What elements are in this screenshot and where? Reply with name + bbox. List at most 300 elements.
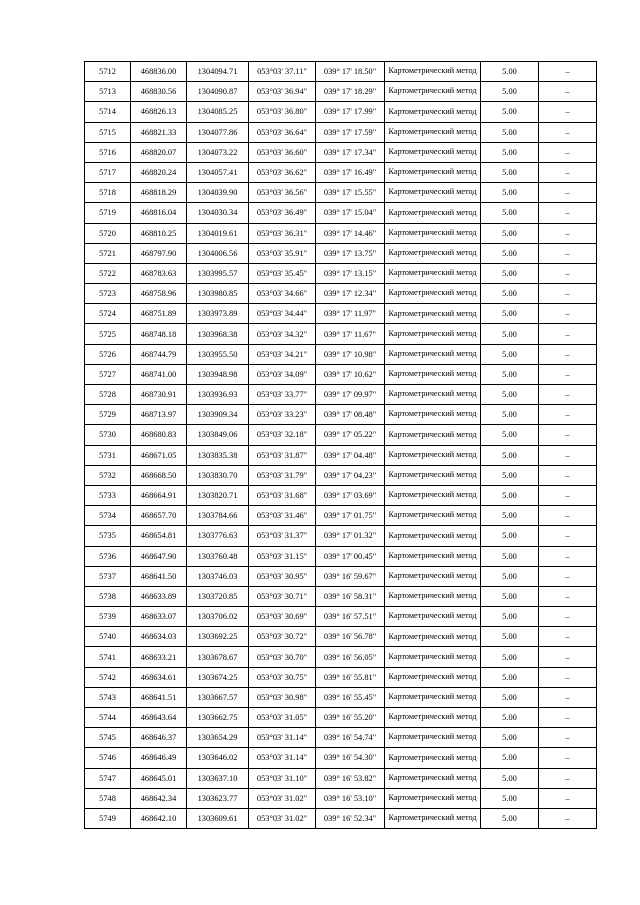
longitude-cell: 039° 17' 15.55" [316,183,385,203]
table-row [85,445,597,465]
x-coordinate-cell: 468633.89 [131,586,187,606]
x-coordinate-cell: 468642.10 [131,808,187,828]
note-cell: – [539,728,597,748]
note-cell: – [539,284,597,304]
x-coordinate-cell: 468783.63 [131,263,187,283]
x-coordinate-cell: 468680.83 [131,425,187,445]
precision-cell: 5.00 [481,748,539,768]
longitude-cell: 039° 17' 01.75" [316,506,385,526]
latitude-cell: 053°03' 37.11" [249,62,316,82]
x-coordinate-cell: 468645.01 [131,768,187,788]
note-cell: – [539,768,597,788]
longitude-cell: 039° 16' 59.67" [316,566,385,586]
method-cell: Картометрический метод [385,183,481,203]
latitude-cell: 053°03' 31.05" [249,708,316,728]
longitude-cell: 039° 16' 57.51" [316,607,385,627]
table-row [85,687,597,707]
latitude-cell: 053°03' 36.49" [249,203,316,223]
note-cell: – [539,324,597,344]
x-coordinate-cell: 468741.00 [131,364,187,384]
longitude-cell: 039° 17' 10.62" [316,364,385,384]
method-cell: Картометрический метод [385,425,481,445]
note-cell: – [539,82,597,102]
point-number-cell: 5713 [85,82,131,102]
method-cell: Картометрический метод [385,607,481,627]
precision-cell: 5.00 [481,627,539,647]
method-cell: Картометрический метод [385,405,481,425]
latitude-cell: 053°03' 31.10" [249,768,316,788]
point-number-cell: 5742 [85,667,131,687]
precision-cell: 5.00 [481,344,539,364]
longitude-cell: 039° 16' 53.10" [316,788,385,808]
precision-cell: 5.00 [481,687,539,707]
x-coordinate-cell: 468748.18 [131,324,187,344]
longitude-cell: 039° 17' 18.50" [316,62,385,82]
y-coordinate-cell: 1303720.85 [187,586,249,606]
precision-cell: 5.00 [481,263,539,283]
table-row [85,62,597,82]
method-cell: Картометрический метод [385,263,481,283]
x-coordinate-cell: 468642.34 [131,788,187,808]
longitude-cell: 039° 16' 54.30" [316,748,385,768]
y-coordinate-cell: 1303955.50 [187,344,249,364]
x-coordinate-cell: 468643.64 [131,708,187,728]
coordinates-table [84,61,597,829]
precision-cell: 5.00 [481,708,539,728]
note-cell: – [539,485,597,505]
y-coordinate-cell: 1304057.41 [187,162,249,182]
precision-cell: 5.00 [481,667,539,687]
longitude-cell: 039° 17' 11.97" [316,304,385,324]
latitude-cell: 053°03' 30.95" [249,566,316,586]
point-number-cell: 5717 [85,162,131,182]
table-row [85,162,597,182]
longitude-cell: 039° 16' 55.81" [316,667,385,687]
point-number-cell: 5748 [85,788,131,808]
y-coordinate-cell: 1303776.63 [187,526,249,546]
note-cell: – [539,506,597,526]
precision-cell: 5.00 [481,223,539,243]
latitude-cell: 053°03' 30.70" [249,647,316,667]
table-row [85,586,597,606]
precision-cell: 5.00 [481,506,539,526]
table-row [85,263,597,283]
note-cell: – [539,243,597,263]
precision-cell: 5.00 [481,405,539,425]
method-cell: Картометрический метод [385,788,481,808]
latitude-cell: 053°03' 30.98" [249,687,316,707]
longitude-cell: 039° 17' 14.46" [316,223,385,243]
y-coordinate-cell: 1303980.85 [187,284,249,304]
method-cell: Картометрический метод [385,142,481,162]
note-cell: – [539,344,597,364]
longitude-cell: 039° 16' 52.34" [316,808,385,828]
y-coordinate-cell: 1304019.61 [187,223,249,243]
note-cell: – [539,62,597,82]
y-coordinate-cell: 1303948.98 [187,364,249,384]
y-coordinate-cell: 1304085.25 [187,102,249,122]
latitude-cell: 053°03' 30.75" [249,667,316,687]
table-row [85,647,597,667]
method-cell: Картометрический метод [385,485,481,505]
precision-cell: 5.00 [481,566,539,586]
y-coordinate-cell: 1303835.38 [187,445,249,465]
point-number-cell: 5715 [85,122,131,142]
table-row [85,405,597,425]
method-cell: Картометрический метод [385,708,481,728]
precision-cell: 5.00 [481,586,539,606]
table-row [85,546,597,566]
table-row [85,122,597,142]
x-coordinate-cell: 468744.79 [131,344,187,364]
table-row [85,485,597,505]
point-number-cell: 5720 [85,223,131,243]
table-row [85,808,597,828]
table-row [85,304,597,324]
y-coordinate-cell: 1304030.34 [187,203,249,223]
precision-cell: 5.00 [481,102,539,122]
x-coordinate-cell: 468751.89 [131,304,187,324]
precision-cell: 5.00 [481,647,539,667]
longitude-cell: 039° 17' 17.34" [316,142,385,162]
y-coordinate-cell: 1304039.90 [187,183,249,203]
point-number-cell: 5732 [85,465,131,485]
x-coordinate-cell: 468646.37 [131,728,187,748]
x-coordinate-cell: 468633.07 [131,607,187,627]
y-coordinate-cell: 1303623.77 [187,788,249,808]
table-row [85,344,597,364]
table-row [85,82,597,102]
precision-cell: 5.00 [481,526,539,546]
y-coordinate-cell: 1303637.10 [187,768,249,788]
point-number-cell: 5737 [85,566,131,586]
point-number-cell: 5725 [85,324,131,344]
method-cell: Картометрический метод [385,122,481,142]
method-cell: Картометрический метод [385,526,481,546]
table-row [85,748,597,768]
latitude-cell: 053°03' 36.94" [249,82,316,102]
y-coordinate-cell: 1303830.70 [187,465,249,485]
x-coordinate-cell: 468810.25 [131,223,187,243]
note-cell: – [539,627,597,647]
precision-cell: 5.00 [481,62,539,82]
y-coordinate-cell: 1303849.06 [187,425,249,445]
latitude-cell: 053°03' 35.91" [249,243,316,263]
x-coordinate-cell: 468641.50 [131,566,187,586]
method-cell: Картометрический метод [385,304,481,324]
method-cell: Картометрический метод [385,243,481,263]
method-cell: Картометрический метод [385,385,481,405]
table-row [85,364,597,384]
x-coordinate-cell: 468633.21 [131,647,187,667]
point-number-cell: 5745 [85,728,131,748]
note-cell: – [539,546,597,566]
latitude-cell: 053°03' 31.46" [249,506,316,526]
point-number-cell: 5735 [85,526,131,546]
precision-cell: 5.00 [481,122,539,142]
y-coordinate-cell: 1303746.03 [187,566,249,586]
precision-cell: 5.00 [481,465,539,485]
precision-cell: 5.00 [481,808,539,828]
point-number-cell: 5719 [85,203,131,223]
y-coordinate-cell: 1303646.02 [187,748,249,768]
method-cell: Картометрический метод [385,102,481,122]
longitude-cell: 039° 17' 16.49" [316,162,385,182]
precision-cell: 5.00 [481,304,539,324]
x-coordinate-cell: 468634.03 [131,627,187,647]
latitude-cell: 053°03' 30.72" [249,627,316,647]
latitude-cell: 053°03' 36.56" [249,183,316,203]
latitude-cell: 053°03' 30.69" [249,607,316,627]
point-number-cell: 5723 [85,284,131,304]
method-cell: Картометрический метод [385,82,481,102]
x-coordinate-cell: 468634.61 [131,667,187,687]
note-cell: – [539,647,597,667]
x-coordinate-cell: 468821.33 [131,122,187,142]
note-cell: – [539,788,597,808]
precision-cell: 5.00 [481,607,539,627]
x-coordinate-cell: 468671.05 [131,445,187,465]
note-cell: – [539,162,597,182]
table-row [85,203,597,223]
longitude-cell: 039° 16' 55.20" [316,708,385,728]
latitude-cell: 053°03' 31.37" [249,526,316,546]
x-coordinate-cell: 468654.81 [131,526,187,546]
precision-cell: 5.00 [481,485,539,505]
method-cell: Картометрический метод [385,344,481,364]
note-cell: – [539,405,597,425]
longitude-cell: 039° 17' 10.98" [316,344,385,364]
longitude-cell: 039° 17' 04.48" [316,445,385,465]
longitude-cell: 039° 17' 04.23" [316,465,385,485]
method-cell: Картометрический метод [385,445,481,465]
table-row [85,526,597,546]
precision-cell: 5.00 [481,364,539,384]
precision-cell: 5.00 [481,546,539,566]
longitude-cell: 039° 17' 01.32" [316,526,385,546]
method-cell: Картометрический метод [385,566,481,586]
latitude-cell: 053°03' 31.68" [249,485,316,505]
y-coordinate-cell: 1303692.25 [187,627,249,647]
note-cell: – [539,304,597,324]
table-row [85,708,597,728]
x-coordinate-cell: 468830.56 [131,82,187,102]
precision-cell: 5.00 [481,82,539,102]
x-coordinate-cell: 468713.97 [131,405,187,425]
latitude-cell: 053°03' 36.31" [249,223,316,243]
longitude-cell: 039° 17' 00.45" [316,546,385,566]
note-cell: – [539,385,597,405]
table-body [85,62,597,829]
latitude-cell: 053°03' 34.44" [249,304,316,324]
point-number-cell: 5718 [85,183,131,203]
y-coordinate-cell: 1303662.75 [187,708,249,728]
longitude-cell: 039° 17' 12.34" [316,284,385,304]
point-number-cell: 5726 [85,344,131,364]
point-number-cell: 5727 [85,364,131,384]
x-coordinate-cell: 468668.50 [131,465,187,485]
method-cell: Картометрический метод [385,647,481,667]
longitude-cell: 039° 16' 58.31" [316,586,385,606]
method-cell: Картометрический метод [385,667,481,687]
longitude-cell: 039° 17' 18.29" [316,82,385,102]
precision-cell: 5.00 [481,324,539,344]
longitude-cell: 039° 17' 03.69" [316,485,385,505]
method-cell: Картометрический метод [385,284,481,304]
latitude-cell: 053°03' 34.32" [249,324,316,344]
longitude-cell: 039° 17' 11.67" [316,324,385,344]
point-number-cell: 5722 [85,263,131,283]
table-row [85,142,597,162]
note-cell: – [539,526,597,546]
y-coordinate-cell: 1304077.86 [187,122,249,142]
table-row [85,223,597,243]
method-cell: Картометрический метод [385,586,481,606]
note-cell: – [539,465,597,485]
longitude-cell: 039° 16' 55.45" [316,687,385,707]
note-cell: – [539,183,597,203]
method-cell: Картометрический метод [385,546,481,566]
x-coordinate-cell: 468818.29 [131,183,187,203]
x-coordinate-cell: 468664.91 [131,485,187,505]
table-row [85,284,597,304]
latitude-cell: 053°03' 34.09" [249,364,316,384]
table-row [85,465,597,485]
point-number-cell: 5744 [85,708,131,728]
note-cell: – [539,203,597,223]
point-number-cell: 5716 [85,142,131,162]
longitude-cell: 039° 17' 05.22" [316,425,385,445]
table-row [85,768,597,788]
latitude-cell: 053°03' 36.80" [249,102,316,122]
precision-cell: 5.00 [481,445,539,465]
y-coordinate-cell: 1303936.93 [187,385,249,405]
point-number-cell: 5743 [85,687,131,707]
point-number-cell: 5728 [85,385,131,405]
y-coordinate-cell: 1304090.87 [187,82,249,102]
method-cell: Картометрический метод [385,728,481,748]
table-row [85,243,597,263]
table-row [85,607,597,627]
x-coordinate-cell: 468826.13 [131,102,187,122]
latitude-cell: 053°03' 36.62" [249,162,316,182]
x-coordinate-cell: 468820.07 [131,142,187,162]
note-cell: – [539,687,597,707]
precision-cell: 5.00 [481,162,539,182]
latitude-cell: 053°03' 31.14" [249,728,316,748]
note-cell: – [539,708,597,728]
method-cell: Картометрический метод [385,324,481,344]
table-row [85,183,597,203]
longitude-cell: 039° 16' 53.82" [316,768,385,788]
x-coordinate-cell: 468646.49 [131,748,187,768]
table-row [85,667,597,687]
point-number-cell: 5730 [85,425,131,445]
longitude-cell: 039° 16' 56.05" [316,647,385,667]
y-coordinate-cell: 1303678.67 [187,647,249,667]
note-cell: – [539,142,597,162]
method-cell: Картометрический метод [385,768,481,788]
point-number-cell: 5724 [85,304,131,324]
y-coordinate-cell: 1303654.29 [187,728,249,748]
precision-cell: 5.00 [481,385,539,405]
method-cell: Картометрический метод [385,203,481,223]
method-cell: Картометрический метод [385,62,481,82]
y-coordinate-cell: 1304073.22 [187,142,249,162]
note-cell: – [539,223,597,243]
point-number-cell: 5739 [85,607,131,627]
y-coordinate-cell: 1303968.38 [187,324,249,344]
y-coordinate-cell: 1303760.48 [187,546,249,566]
x-coordinate-cell: 468816.04 [131,203,187,223]
method-cell: Картометрический метод [385,687,481,707]
y-coordinate-cell: 1303609.61 [187,808,249,828]
latitude-cell: 053°03' 34.21" [249,344,316,364]
latitude-cell: 053°03' 33.23" [249,405,316,425]
point-number-cell: 5731 [85,445,131,465]
note-cell: – [539,364,597,384]
note-cell: – [539,425,597,445]
point-number-cell: 5747 [85,768,131,788]
table-row [85,788,597,808]
latitude-cell: 053°03' 31.79" [249,465,316,485]
point-number-cell: 5721 [85,243,131,263]
precision-cell: 5.00 [481,183,539,203]
longitude-cell: 039° 17' 13.15" [316,263,385,283]
method-cell: Картометрический метод [385,162,481,182]
point-number-cell: 5736 [85,546,131,566]
y-coordinate-cell: 1303674.25 [187,667,249,687]
latitude-cell: 053°03' 36.60" [249,142,316,162]
table-row [85,385,597,405]
precision-cell: 5.00 [481,728,539,748]
point-number-cell: 5733 [85,485,131,505]
latitude-cell: 053°03' 33.77" [249,385,316,405]
table-row [85,728,597,748]
table-row [85,425,597,445]
precision-cell: 5.00 [481,768,539,788]
longitude-cell: 039° 17' 15.04" [316,203,385,223]
precision-cell: 5.00 [481,284,539,304]
note-cell: – [539,808,597,828]
precision-cell: 5.00 [481,142,539,162]
y-coordinate-cell: 1304006.56 [187,243,249,263]
precision-cell: 5.00 [481,425,539,445]
point-number-cell: 5712 [85,62,131,82]
longitude-cell: 039° 17' 08.48" [316,405,385,425]
table-row [85,627,597,647]
y-coordinate-cell: 1303667.57 [187,687,249,707]
x-coordinate-cell: 468641.51 [131,687,187,707]
point-number-cell: 5714 [85,102,131,122]
latitude-cell: 053°03' 30.71" [249,586,316,606]
note-cell: – [539,748,597,768]
x-coordinate-cell: 468647.90 [131,546,187,566]
method-cell: Картометрический метод [385,808,481,828]
point-number-cell: 5749 [85,808,131,828]
longitude-cell: 039° 17' 09.97" [316,385,385,405]
longitude-cell: 039° 17' 13.75" [316,243,385,263]
x-coordinate-cell: 468730.91 [131,385,187,405]
latitude-cell: 053°03' 32.18" [249,425,316,445]
table-row [85,324,597,344]
y-coordinate-cell: 1303784.66 [187,506,249,526]
precision-cell: 5.00 [481,788,539,808]
longitude-cell: 039° 16' 56.78" [316,627,385,647]
table-row [85,566,597,586]
point-number-cell: 5741 [85,647,131,667]
latitude-cell: 053°03' 36.64" [249,122,316,142]
